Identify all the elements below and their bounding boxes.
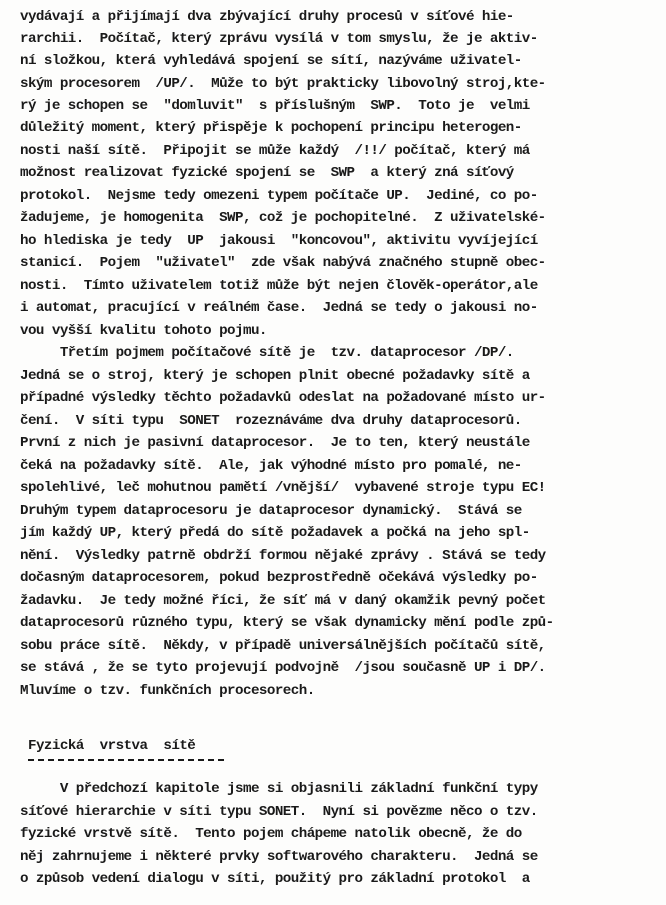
section-heading: Fyzická vrstva sítě [28,738,196,754]
text-line: čeká na požadavky sítě. Ale, jak výhodné místo pro pomalé, ne- [20,458,522,474]
text-line: vydávají a přijímají dva zbývající druhy procesů v síťové hie- [20,9,514,25]
text-line: V předchozí kapitole jsme si objasnili základní funkční typy [20,781,538,797]
text-line: něj zahrnujeme i některé prvky softwarového charakteru. Jedná se [20,849,538,865]
text-line: rý je schopen se "domluvit" s příslušným SWP. Toto je velmi [20,98,530,114]
text-line: žadavku. Je tedy možné říci, že síť má v daný okamžik pevný počet [20,593,546,609]
text-line: síťové hierarchie v síti typu SONET. Nyní si povězme něco o tzv. [20,804,538,820]
text-line: případné výsledky těchto požadavků odeslat na požadované místo ur- [20,390,546,406]
text-line: nosti naší sítě. Připojit se může každý /!!/ počítač, který má [20,143,530,159]
text-line: nosti. Tímto uživatelem totiž může být nejen člověk-operátor,ale [20,278,538,294]
heading-underline [28,759,224,761]
text-line: důležitý moment, který přispěje k pochopení principu heterogen- [20,120,522,136]
text-line: jím každý UP, který předá do sítě požadavek a počká na jeho spl- [20,525,530,541]
text-line: nění. Výsledky patrně obdrží formou nějaké zprávy . Stává se tedy [20,548,546,564]
text-line: čení. V síti typu SONET rozeznáváme dva druhy dataprocesorů. [20,413,522,429]
text-line: o způsob vedení dialogu v síti, použitý pro základní protokol a [20,871,530,887]
text-line: Třetím pojmem počítačové sítě je tzv. dataprocesor /DP/. [20,345,514,361]
text-line: dočasným dataprocesorem, pokud bezprostředně očekává výsledky po- [20,570,538,586]
text-line: Mluvíme o tzv. funkčních procesorech. [20,683,315,699]
text-line: vou vyšší kvalitu tohoto pojmu. [20,323,267,339]
text-line: stanicí. Pojem "uživatel" zde však nabývá značného stupně obec- [20,255,546,271]
text-line: možnost realizovat fyzické spojení se SWP a který zná síťový [20,165,514,181]
text-line: rarchii. Počítač, který zprávu vysílá v tom smyslu, že je aktiv- [20,31,538,47]
text-line: se stává , že se tyto projevují podvojně /jsou současně UP i DP/. [20,660,546,676]
text-line: ho hlediska je tedy UP jakousi "koncovou", aktivitu vyvíjející [20,233,538,249]
text-line: ským procesorem /UP/. Může to být prakticky libovolný stroj,kte- [20,76,546,92]
text-line: První z nich je pasivní dataprocesor. Je to ten, který neustále [20,435,530,451]
text-line: spolehlivé, leč mohutnou pamětí /vnější/ vybavené stroje typu EC! [20,480,546,496]
text-line: fyzické vrstvě sítě. Tento pojem chápeme natolik obecně, že do [20,826,522,842]
text-line: Jedná se o stroj, který je schopen plnit obecné požadavky sítě a [20,368,530,384]
text-line: ní složkou, která vyhledává spojení se sítí, nazýváme uživatel- [20,53,522,69]
text-line: sobu práce sítě. Někdy, v případě universálnějších počítačů sítě, [20,638,546,654]
text-line: i automat, pracující v reálném čase. Jedná se tedy o jakousi no- [20,300,538,316]
text-line: dataprocesorů různého typu, který se však dynamicky mění podle způ- [20,615,554,631]
text-line: protokol. Nejsme tedy omezeni typem počítače UP. Jediné, co po- [20,188,538,204]
text-line: Druhým typem dataprocesoru je dataprocesor dynamický. Stává se [20,503,522,519]
text-line: žadujeme, je homogenita SWP, což je pochopitelné. Z uživatelské- [20,210,546,226]
